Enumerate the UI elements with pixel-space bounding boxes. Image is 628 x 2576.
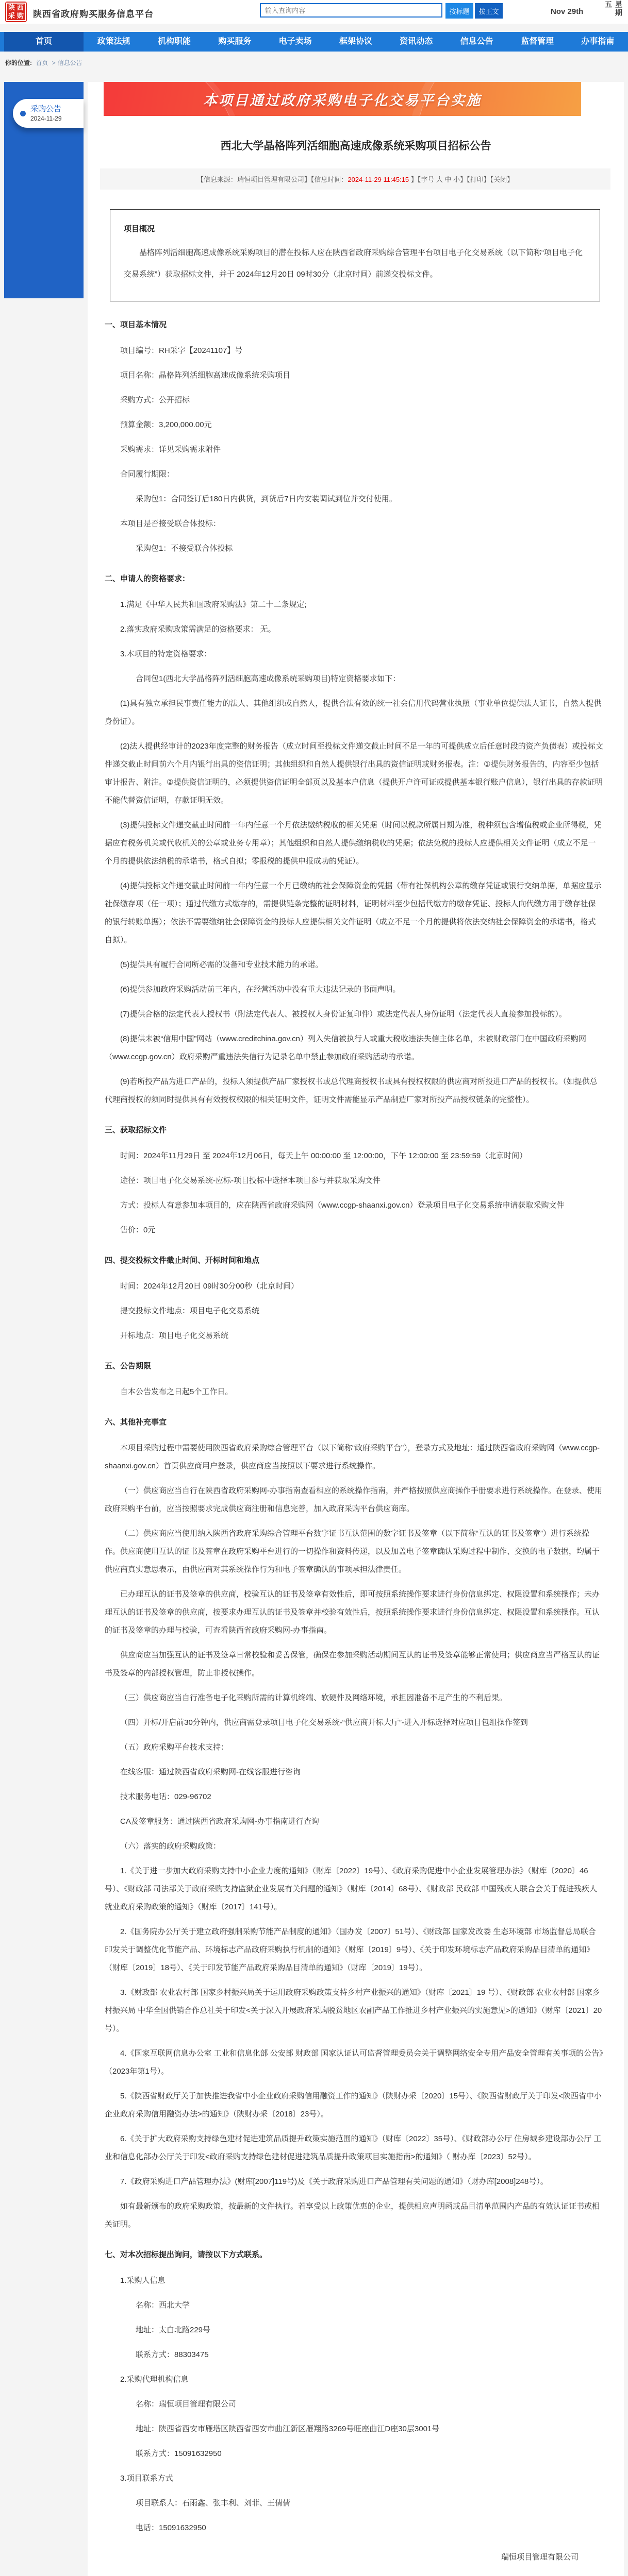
breadcrumb [0, 52, 628, 72]
paragraph: 2.落实政府采购政策需满足的资格要求： 无。 [120, 625, 276, 634]
paragraph: 3.项目联系方式 [120, 2474, 173, 2483]
paragraph: 6.《关于扩大政府采购支持绿色建材促进建筑品质提升政策实施范围的通知》（财库〔2022〕35号）、《财政部办公厅 住房城乡建设部办公厅 工业和信息化部办公厅关于印发<政府采购支持绿色建材促进建筑品质提升政策项目实施指南>的通知》（ 财办库〔2023〕52号）。 [105, 2134, 602, 2161]
paragraph: 地址：陕西省西安市雁塔区陕西省西安市曲江新区雁翔路3269号旺座曲江D座30层3001号 [136, 2425, 440, 2433]
search-by-body-button[interactable]: 按正文 [475, 3, 503, 19]
paragraph: 项目名称：晶格阵列活细胞高速成像系统采购项目 [120, 371, 291, 380]
breadcrumb-label: 你的位置: [5, 59, 32, 66]
paragraph: 地址：太白北路229号 [136, 2326, 211, 2334]
breadcrumb-current[interactable]: 信息公告 [57, 59, 82, 66]
paragraph: （三）供应商应当自行准备电子化采购所需的计算机终端、软硬件及网络环境，承担因准备不足产生的不利后果。 [120, 1693, 507, 1702]
nav-item-信息公告[interactable]: 信息公告 [460, 37, 493, 46]
eprocurement-banner [104, 82, 581, 116]
paragraph: 采购包1：合同签订后180日内供货，到货后7日内安装调试到位并交付使用。 [136, 495, 397, 503]
paragraph: (5)提供具有履行合同所必需的设备和专业技术能力的承诺。 [120, 960, 323, 969]
paragraph: (9)若所投产品为进口产品的，投标人须提供产品厂家授权书或总代理商授权书或具有授权权限的供应商对所投进口产品的授权书。（如提供总代理商授权的须同时提供具有有效授权权限的相关证明文件，证明文件需能显示产品制造厂家对所投产品授权链条的完整性）。 [105, 1077, 598, 1104]
paragraph: 本项目是否接受联合体投标： [120, 519, 221, 528]
nav-item-框架协议[interactable]: 框架协议 [339, 37, 372, 46]
paragraph: 供应商应当加强互认的证书及签章日常校验和妥善保管，确保在参加采购活动期间互认的证书及签章能够正常使用；供应商应当严格互认的证书及签章的内部授权管理，防止非授权操作。 [105, 1651, 600, 1677]
paragraph: 4.《国家互联网信息办公室 工业和信息化部 公安部 财政部 国家认证认可监督管理委员会关于调整网络安全专用产品安全管理有关事项的公告》（2023年第1号）。 [105, 2049, 603, 2076]
paragraph: （五）政府采购平台技术支持： [120, 1743, 229, 1752]
sidebar-item-label: 采购公告 [30, 105, 62, 113]
sidebar-item-date: 2024-11-29 [30, 115, 62, 122]
paragraph: 方式：投标人有意参加本项目的，应在陕西省政府采购网（www.ccgp-shaanxi.gov.cn）登录项目电子化交易系统申请获取采购文件 [120, 1201, 565, 1210]
paragraph: (1)具有独立承担民事责任能力的法人、其他组织或自然人，提供合法有效的统一社会信用代码营业执照（事业单位提供法人证书，自然人提供身份证）。 [105, 699, 602, 726]
paragraph: 技术服务电话：029-96702 [120, 1792, 211, 1801]
paragraph: 已办理互认的证书及签章的供应商，校验互认的证书及签章有效性后，即可按照系统操作要求进行身份信息绑定、权限设置和系统操作；未办理互认的证书及签章的供应商，按要求办理互认的证书及签章并校验有效性后，按照系统操作要求进行身份信息绑定、权限设置和系统操作。互认的证书及签章的办理与校验，可查看陕西省政府采购网-办事指南。 [105, 1590, 600, 1635]
logo-char: 陕 [8, 4, 15, 11]
paragraph: （一）供应商应当自行在陕西省政府采购网-办事指南查看相应的系统操作指南，并严格按照供应商操作手册要求进行系统操作。在登录、使用政府采购平台前，应当按照要求完成供应商注册和信息完善，加入政府采购平台供应商库。 [105, 1486, 603, 1513]
paragraph: 合同包1(西北大学晶格阵列活细胞高速成像系统采购项目)特定资格要求如下： [136, 674, 401, 683]
paragraph: 售价：0元 [120, 1226, 156, 1234]
paragraph: 提交投标文件地点：项目电子化交易系统 [120, 1307, 260, 1315]
nav-item-电子卖场[interactable]: 电子卖场 [278, 37, 312, 46]
nav-item-办事指南[interactable]: 办事指南 [581, 37, 615, 46]
paragraph: (4)提供投标文件递交截止时间前一年内任意一个月已缴纳的社会保障资金的凭据（带有社保机构公章的缴存凭证或银行交纳单据，单据应显示社保缴存项（任一项）；通过代缴方式缴存的，需提供链条完整的证明材料，证明材料至少包括代缴方的缴存凭证、投标人向代缴方用于缴存社保的银行转账单据）；依法不需要缴纳社会保障资金的投标人应提供相关文件证明（成立不足一个月的提供将依法交纳社会保障资金的承诺书，格式自拟）。 [105, 882, 602, 944]
project-overview-box [110, 209, 600, 301]
paragraph: 2.《国务院办公厅关于建立政府强制采购节能产品制度的通知》（国办发〔2007〕51号）、《财政部 国家发改委 生态环境部 市场监督总局联合印发关于调整优化节能产品、环境标志产品政府采购执行机制的通知》（财库〔2019〕9号）、《关于印发环境标志产品政府采购品目清单的通知》（财库〔2019〕18号）、《关于印发节能产品政府采购品目清单的通知》（财库〔2019〕19号）。 [105, 1927, 596, 1972]
meta-source: 【信息来源：瑞恒项目管理有限公司】【信息时间： [196, 176, 348, 183]
notice-card [88, 82, 624, 2576]
section-heading: 五、公告期限 [105, 1362, 152, 1370]
paragraph: 如有最新颁布的政府采购政策，按最新的文件执行。若享受以上政策优惠的企业，提供相应声明函或品目清单范围内产品的有效认证证书或相关证明。 [105, 2202, 600, 2229]
paragraph: （四）开标/开启前30分钟内，供应商需登录项目电子化交易系统-“供应商开标大厅”-进入开标选择对应项目包组操作签到 [120, 1718, 528, 1727]
paragraph: 开标地点：项目电子化交易系统 [120, 1331, 229, 1340]
paragraph: （六）落实的政府采购政策： [120, 1842, 221, 1851]
paragraph: 时间：2024年11月29日 至 2024年12月06日，每天上午 00:00:00 至 12:00:00，下午 12:00:00 至 23:59:59（北京时间） [120, 1151, 527, 1160]
logo-char: 采 [8, 12, 15, 20]
header-date: Nov 29th [551, 7, 584, 16]
paragraph: 电话：15091632950 [136, 2523, 206, 2532]
breadcrumb-separator: > [52, 59, 56, 66]
paragraph: 1.《关于进一步加大政府采购支持中小企业力度的通知》（财库〔2022〕19号）、《政府采购促进中小企业发展管理办法》（财库〔2020〕46号）、《财政部 司法部关于政府采购支持监狱企业发展有关问题的通知》（财库〔2014〕68号）、《财政部 民政部 中国残疾人联合会关于促进残疾人就业政府采购政策的通知》（财库〔2017〕141号）。 [105, 1867, 598, 1911]
nav-item-资讯动态[interactable]: 资讯动态 [400, 37, 433, 46]
paragraph: 时间：2024年12月20日 09时30分00秒（北京时间） [120, 1282, 299, 1291]
site-title: 陕西省政府购买服务信息平台 [33, 9, 154, 19]
section-heading: 二、申请人的资格要求： [105, 574, 190, 583]
nav-item-首页[interactable]: 首页 [4, 32, 84, 52]
paragraph: 联系方式：15091632950 [136, 2449, 222, 2458]
page-title: 西北大学晶格阵列活细胞高速成像系统采购项目招标公告 [220, 140, 491, 152]
paragraph: 5.《陕西省财政厅关于加快推进我省中小企业政府采购信用融资工作的通知》（陕财办采〔2020〕15号）、《陕西省财政厅关于印发<陕西省中小企业政府采购信用融资办法>的通知》（陕财办采〔2018〕23号）。 [105, 2092, 602, 2119]
paragraph: 本项目采购过程中需要使用陕西省政府采购综合管理平台（以下简称“政府采购平台”），登录方式及地址：通过陕西省政府采购网（www.ccgp-shaanxi.gov.cn）首页供应商用户登录，供应商应当按照以下要求进行系统操作。 [105, 1444, 600, 1470]
paragraph: 2.采购代理机构信息 [120, 2375, 189, 2384]
paragraph: 采购方式：公开招标 [120, 396, 190, 404]
print-button[interactable]: 【打印】 [467, 176, 490, 183]
paragraph: 项目联系人：石雨鑫、张丰利、刘菲、王倩倩 [136, 2499, 291, 2507]
paragraph: 途径：项目电子化交易系统-应标-项目投标中选择本项目参与并获取采购文件 [120, 1176, 381, 1185]
header [0, 0, 628, 24]
paragraph: (6)提供参加政府采购活动前三年内，在经营活动中没有重大违法记录的书面声明。 [120, 985, 401, 994]
paragraph: 在线客服：通过陕西省政府采购网-在线客服进行咨询 [120, 1768, 301, 1776]
section-heading: 三、获取招标文件 [105, 1126, 167, 1134]
paragraph: 名称：西北大学 [136, 2301, 190, 2310]
overview-heading: 项目概况 [124, 225, 155, 233]
logo-char: 西 [16, 4, 24, 11]
logo-char: 购 [16, 12, 24, 20]
paragraph: 采购包1：不接受联合体投标 [136, 544, 233, 553]
paragraph: 合同履行期限： [120, 470, 175, 479]
paragraph: 联系方式：88303475 [136, 2350, 209, 2359]
section-heading: 六、其他补充事宜 [105, 1418, 167, 1427]
paragraph: 预算金额：3,200,000.00元 [120, 420, 212, 429]
left-sidebar [4, 82, 84, 298]
nav-item-监督管理[interactable]: 监督管理 [520, 37, 554, 46]
section-heading: 七、对本次招标提出询问，请按以下方式联系。 [105, 2250, 268, 2259]
breadcrumb-home-link[interactable]: 首页 [36, 59, 48, 66]
paragraph: CA及签章服务：通过陕西省政府采购网-办事指南进行查询 [120, 1817, 319, 1826]
paragraph: （二）供应商应当使用纳入陕西省政府采购综合管理平台数字证书互认范围的数字证书及签章（以下简称“互认的证书及签章”）进行系统操作。供应商使用互认的证书及签章在政府采购平台进行的一切操作和资料传递，以及加盖电子签章确认采购过程中制作、交换的电子数据，均属于供应商真实意思表示，由供应商对其系统操作行为和电子签章确认的事项承担法律责任。 [105, 1529, 600, 1574]
search-by-title-button[interactable]: 按标题 [445, 3, 473, 19]
paragraph: 3.《财政部 农业农村部 国家乡村振兴局关于运用政府采购政策支持乡村产业振兴的通知》（财库〔2021〕19 号）、《财政部 农业农村部 国家乡村振兴局 中华全国供销合作总社关于印发<关于深入开展政府采购脱贫地区农副产品工作推进乡村产业振兴的实施意见>的通知》（财库〔2021〕20号）。 [105, 1988, 602, 2033]
nav-item-机构职能[interactable]: 机构职能 [157, 37, 191, 46]
nav-item-政策法规[interactable]: 政策法规 [97, 37, 130, 46]
paragraph: 名称：瑞恒项目管理有限公司 [136, 2400, 237, 2409]
meta-fontsize-controls[interactable]: 】【字号 大 中 小】 [409, 176, 467, 183]
sidebar-item-procurement-notice[interactable] [13, 99, 84, 128]
site-logo-icon [5, 2, 27, 22]
main-layout [0, 82, 628, 2576]
nav-item-购买服务[interactable]: 购买服务 [218, 37, 252, 46]
paragraph: 1.满足《中华人民共和国政府采购法》第二十二条规定; [120, 600, 307, 609]
paragraph: 自本公告发布之日起5个工作日。 [120, 1387, 233, 1396]
meta-time: 2024-11-29 11:45:15 [348, 176, 409, 183]
notice-body [105, 319, 603, 2576]
paragraph: 采购需求：详见采购需求附件 [120, 445, 221, 454]
paragraph: (3)提供投标文件递交截止时间前一年内任意一个月依法缴纳税收的相关凭据（时间以税款所属日期为准，税种须包含增值税或企业所得税，凭据应有税务机关或代收机关的公章或业务专用章）；其他组织和自然人提供缴纳税收的凭据；依法免税的投标人应提供相关文件证明（成立不足一个月的提供依法纳税的承诺书，格式自拟；零报税的提供申报成功的凭证）。 [105, 821, 602, 866]
close-button[interactable]: 【关闭】 [490, 176, 514, 183]
overview-text: 晶格阵列活细胞高速成像系统采购项目的潜在投标人应在陕西省政府采购综合管理平台项目电子化交易系统（以下简称“项目电子化交易系统”）获取招标文件，并于 2024年12月20日 09时30分（北京时间）前递交投标文件。 [124, 248, 583, 279]
section-heading: 四、提交投标文件截止时间、开标时间和地点 [105, 1256, 260, 1265]
search-input[interactable] [260, 3, 442, 18]
paragraph: (2)法人提供经审计的2023年度完整的财务报告（成立时间至投标文件递交截止时间不足一年的可提供成立后任意时段的资产负债表）或投标文件递交截止时间前六个月内银行出具的资信证明；其他组织和自然人提供银行出具的资信证明或财务报表。注：①提供财务报告的，内容至少包括审计报告、附注。②提供资信证明的，必须提供资信证明全部页以及基本户信息（提供开户许可证或提供基本银行账户信息），银行出具的存款证明不能代替资信证明，存款证明无效。 [105, 742, 603, 805]
paragraph: 1.采购人信息 [120, 2276, 166, 2285]
header-weekday: 星期五 [604, 1, 623, 17]
paragraph: 7.《政府采购进口产品管理办法》(财库[2007]119号)及《关于政府采购进口产品管理有关问题的通知》（财办库[2008]248号）。 [120, 2177, 548, 2186]
paragraph: 3.本项目的特定资格要求： [120, 650, 212, 658]
paragraph: 瑞恒项目管理有限公司 [501, 2553, 579, 2562]
nav-bar [0, 32, 628, 52]
notice-meta-bar [100, 168, 610, 190]
section-heading: 一、项目基本情况 [105, 320, 167, 329]
paragraph: 项目编号：RH采字【20241107】号 [120, 346, 243, 355]
banner-text: 本项目通过政府采购电子化交易平台实施 [203, 92, 482, 108]
paragraph: (8)提供未被“信用中国”网站（www.creditchina.gov.cn）列入失信被执行人或重大税收违法失信主体名单，未被财政部门在中国政府采购网（www.ccgp.gov.cn）政府采购严重违法失信行为记录名单中禁止参加政府采购活动的承诺。 [105, 1035, 586, 1061]
bullet-dot-icon [20, 111, 26, 116]
paragraph: (7)提供合格的法定代表人授权书（附法定代表人、被授权人身份证复印件）或法定代表人身份证明（法定代表人直接参加投标的）。 [120, 1010, 567, 1019]
